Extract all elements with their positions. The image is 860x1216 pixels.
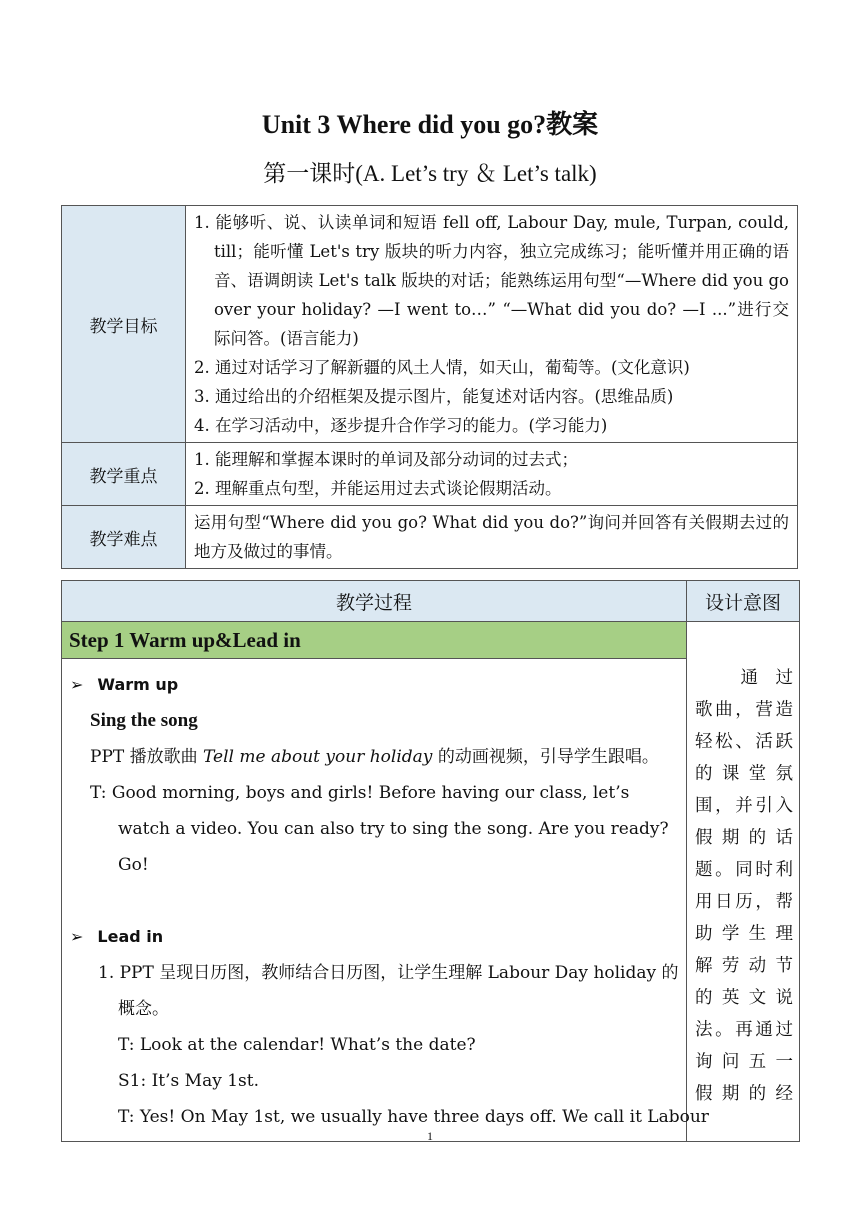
intent-line: 轻松、活跃 [695,732,793,752]
table-row [62,506,798,569]
lead-in-label: Lead in [97,927,164,946]
table-row [62,443,798,506]
intent-line: 歌曲，营造 [695,700,793,720]
warm-up-label: Warm up [97,675,179,694]
warm-up-heading [70,667,680,703]
key-point-item: 2. 理解重点句型，并能运用过去式谈论假期活动。 [194,479,562,498]
intent-line: 围，并引入 [695,796,793,816]
dialogue-line: T: Look at the calendar! What’s the date? [118,1035,476,1055]
goal-item: 2. 通过对话学习了解新疆的风土人情，如天山，葡萄等。(文化意识) [194,358,690,377]
goal-item: 3. 通过给出的介绍框架及提示图片，能复述对话内容。(思维品质) [194,387,674,406]
difficult-points-cell: 运用句型“Where did you go? What did you do?”询问并回答有关假期去过的地方及做过的事情。 [186,506,798,569]
ppt-instruction [70,739,680,775]
table-row [62,581,800,622]
intent-line: 假期的经 [695,1084,793,1104]
lead-in-heading [70,919,680,955]
intent-line: 假期的话 [695,828,793,848]
intent-line: 询问五一 [695,1052,793,1072]
goal-item: 4. 在学习活动中，逐步提升合作学习的能力。(学习能力) [194,416,608,435]
key-points-label: 教学重点 [62,443,186,506]
design-intent-cell [687,622,800,1142]
ppt-text: 的动画视频，引导学生跟唱。 [432,747,659,767]
table-row [62,622,800,659]
sing-song-heading: Sing the song [90,710,198,731]
dialogue-line: S1: It’s May 1st. [118,1071,259,1091]
key-points-cell [186,443,798,506]
intent-line: 的英文说 [695,988,793,1008]
table-row [62,206,798,443]
process-table [61,580,800,1142]
arrow-bullet-icon: ➢ [70,927,84,946]
intent-column-header: 设计意图 [687,581,800,622]
process-column-header: 教学过程 [62,581,687,622]
intent-line: 助学生理 [695,924,793,944]
step-title: Step 1 Warm up&Lead in [62,622,687,659]
intent-line: 法。再通过 [695,1020,793,1040]
teacher-line: T: Good morning, boys and girls! Before having our class, let’s watch a video. You can also try to sing the song. Are you ready? Go! [90,783,669,875]
key-point-item: 1. 能理解和掌握本课时的单词及部分动词的过去式； [194,450,578,469]
intent-line: 通 过 [740,668,793,688]
goals-cell [186,206,798,443]
intent-line: 解劳动节 [695,956,793,976]
process-content-cell [62,659,709,1142]
difficult-points-label: 教学难点 [62,506,186,569]
song-title: Tell me about your holiday [203,747,433,767]
goal-item: 1. 能够听、说、认读单词和短语 fell off, Labour Day, mule, Turpan, could, till；能听懂 Let's try 版块的听力内容，独立完成练习；能听懂并用正确的语音、语调朗读 Let's talk 版块的对话；能熟练运用句型“—Where did you go over your holiday? —I went to…” “—What did you do? —I ...”进行交际问答。(语言能力) [194,213,789,348]
page-subtitle: 第一课时(A. Let’s try ＆ Let’s talk) [263,161,597,186]
intent-line: 用日历，帮 [695,892,793,912]
page-number: 1 [427,1129,433,1143]
ppt-text: PPT 播放歌曲 [90,747,204,767]
intent-line: 题。同时利 [695,860,793,880]
intent-line: 的课堂氛 [695,764,793,784]
page-title: Unit 3 Where did you go?教案 [261,110,599,139]
goals-label: 教学目标 [62,206,186,443]
arrow-bullet-icon: ➢ [70,675,84,694]
lead-in-item: 1. PPT 呈现日历图，教师结合日历图，让学生理解 Labour Day holiday 的概念。 [98,963,679,1019]
objectives-table [61,205,798,569]
dialogue-line: T: Yes! On May 1st, we usually have three days off. We call it Labour [118,1107,709,1127]
